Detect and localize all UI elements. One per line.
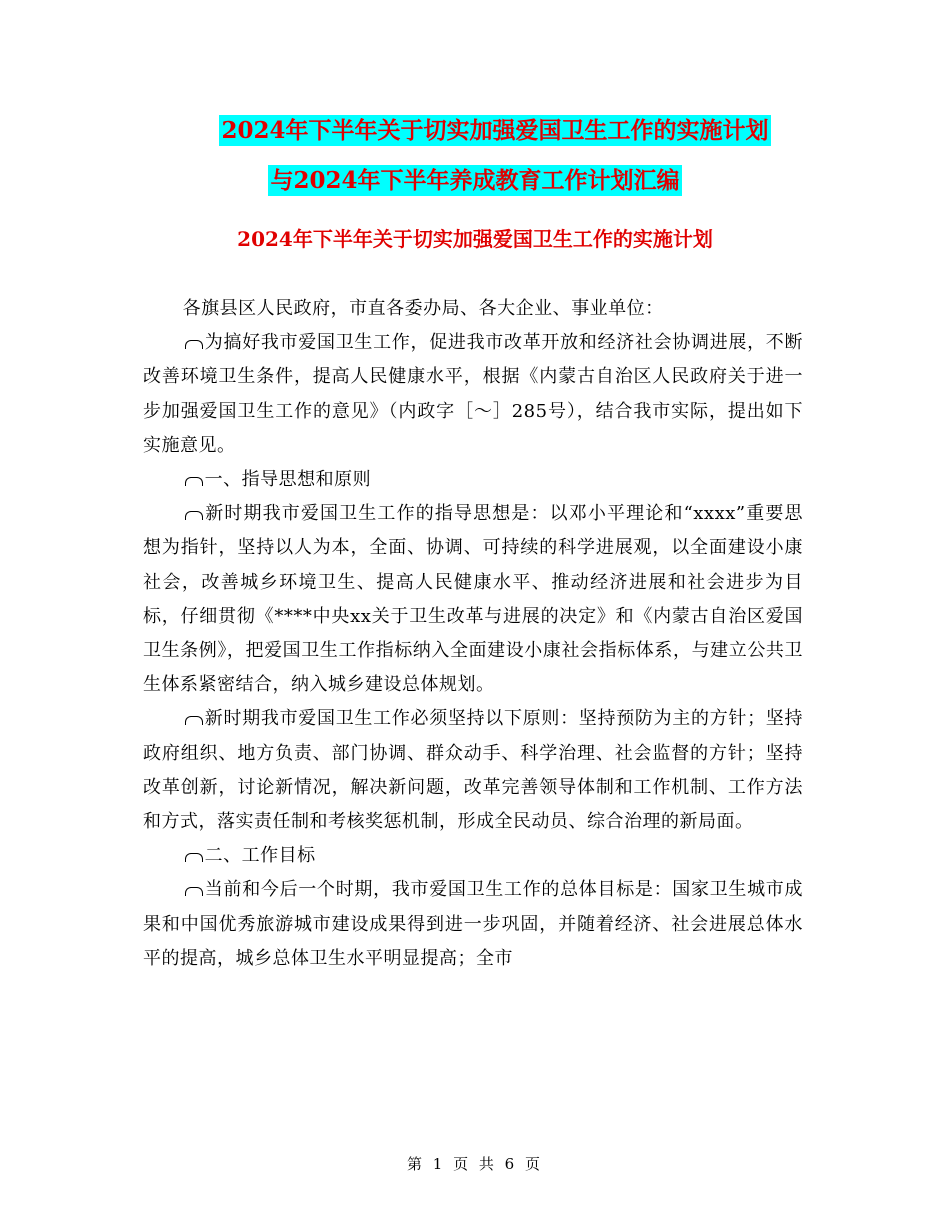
- paragraph-mark-icon: [183, 882, 205, 896]
- section-heading-1: 一、指导思想和原则: [143, 463, 803, 497]
- intro-paragraph: 为搞好我市爱国卫生工作，促进我市改革开放和经济社会协调进展，不断改善环境卫生条件，提高人民健康水平，根据《内蒙古自治区人民政府关于进一步加强爱国卫生工作的意见》（内政字［～］285号），结合我市实际，提出如下实施意见。: [143, 332, 803, 456]
- paragraph-mark-icon: [183, 506, 205, 520]
- paragraph-mark-icon: [183, 848, 205, 862]
- paragraph-mark-icon: [183, 335, 205, 349]
- principles-paragraph: 新时期我市爱国卫生工作必须坚持以下原则：坚持预防为主的方针；坚持政府组织、地方负责、部门协调、群众动手、科学治理、社会监督的方针；坚持改革创新，讨论新情况，解决新问题，改革完善领导体制和工作机制、工作方法和方式，落实责任制和考核奖惩机制，形成全民动员、综合治理的新局面。: [143, 708, 803, 833]
- section-title: 2024年下半年关于切实加强爱国卫生工作的实施计划: [237, 227, 713, 251]
- guiding-ideology-paragraph: 新时期我市爱国卫生工作的指导思想是：以邓小平理论和“xxxx”重要思想为指针，坚持以人为本，全面、协调、可持续的科学进展观，以全面建设小康社会，改善城乡环境卫生、提高人民健康水平、推动经济进展和社会进步为目标，仔细贯彻《****中央xx关于卫生改革与进展的决定》和《内蒙古自治区爱国卫生条例》，把爱国卫生工作指标纳入全面建设小康社会指标体系，与建立公共卫生体系紧密结合，纳入城乡建设总体规划。: [143, 503, 803, 696]
- salutation-paragraph: 各旗县区人民政府，市直各委办局、各大企业、事业单位：: [182, 298, 664, 319]
- paragraph-mark-icon: [183, 472, 205, 486]
- paragraph-mark-icon: [183, 711, 205, 725]
- document-title: [0, 112, 950, 212]
- title-line-1: 2024年下半年关于切实加强爱国卫生工作的实施计划: [221, 117, 769, 144]
- goals-paragraph: 当前和今后一个时期，我市爱国卫生工作的总体目标是：国家卫生城市成果和中国优秀旅游城市建设成果得到进一步巩固，并随着经济、社会进展总体水平的提高，城乡总体卫生水平明显提高；全市: [143, 879, 803, 969]
- section-heading-2: 二、工作目标: [143, 839, 803, 873]
- page-footer: 第 1 页 共 6 页: [407, 1155, 543, 1173]
- document-body: [143, 292, 803, 976]
- title-line-2: 与2024年下半年养成教育工作计划汇编: [270, 167, 680, 194]
